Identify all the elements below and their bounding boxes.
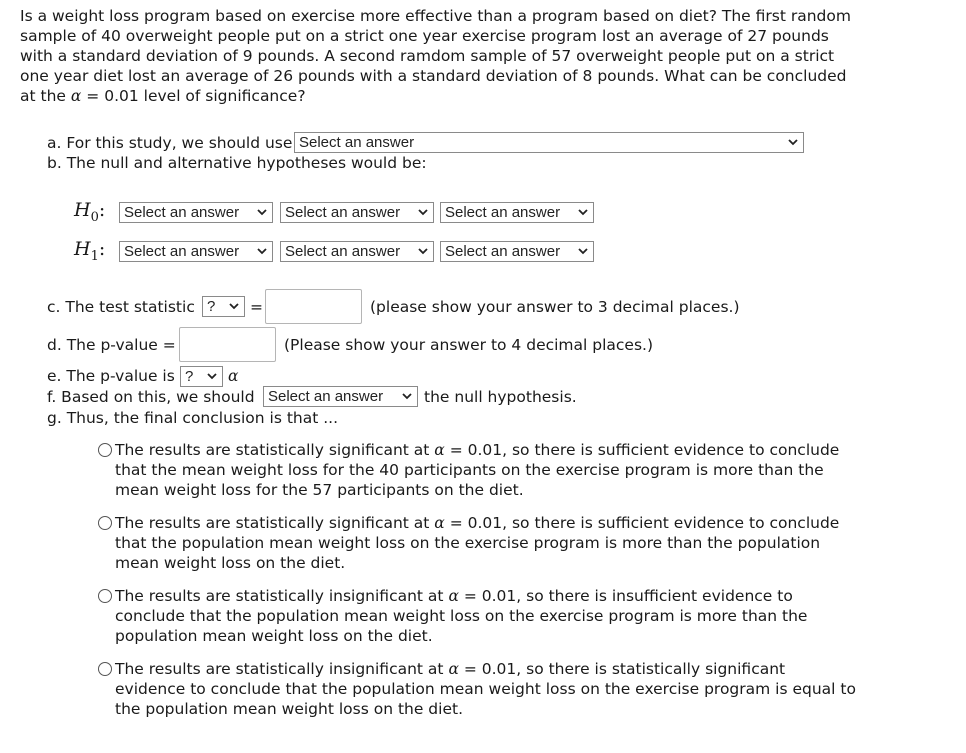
h0-value-select[interactable]	[440, 202, 594, 223]
h1-colon: :	[98, 238, 106, 260]
part-e-label: e. The p-value is	[47, 367, 175, 385]
part-f-label: f. Based on this, we should	[47, 388, 255, 406]
option-text: = 0.01, so there is sufficient evidence to conclude	[449, 514, 840, 532]
alpha-symbol: α	[228, 367, 239, 385]
h1-subscript: 1	[90, 248, 99, 264]
alpha-symbol: α	[448, 587, 459, 605]
select-value: Select an answer	[445, 243, 561, 260]
conclusion-option-1	[115, 440, 875, 500]
option-text: = 0.01, so there is insufficient evidence to	[463, 587, 793, 605]
select-value: Select an answer	[445, 204, 561, 221]
h1-value-select[interactable]	[440, 241, 594, 262]
part-f-suffix: the null hypothesis.	[424, 388, 577, 406]
select-value: Select an answer	[285, 243, 401, 260]
option-line: conclude that the population mean weight loss on the exercise program is more than the	[115, 607, 808, 625]
part-b-label: b. The null and alternative hypotheses would be:	[47, 154, 427, 172]
decision-select[interactable]	[263, 386, 418, 407]
test-statistic-input[interactable]	[265, 289, 362, 324]
option-line: mean weight loss for the 57 participants on the diet.	[115, 481, 524, 499]
option-text: The results are statistically insignificant at	[115, 587, 449, 605]
conclusion-option-3	[115, 586, 875, 646]
alpha-symbol: α	[448, 660, 459, 678]
h0-operator-select[interactable]	[280, 202, 434, 223]
equals-sign: =	[250, 298, 263, 316]
h0-parameter-select[interactable]	[119, 202, 273, 223]
conclusion-option-4	[115, 659, 875, 719]
test-statistic-type-select[interactable]	[202, 296, 245, 317]
option-text: The results are statistically insignificant at	[115, 660, 449, 678]
alpha-symbol: α	[70, 87, 82, 105]
conclusion-radio-2[interactable]	[98, 516, 112, 530]
part-g-label: g. Thus, the final conclusion is that ...	[47, 409, 339, 427]
option-text: The results are statistically significant at	[115, 441, 435, 459]
select-value: ?	[207, 298, 216, 315]
chevron-down-icon	[578, 207, 588, 217]
option-line: the population mean weight loss on the diet.	[115, 700, 463, 718]
option-line: evidence to conclude that the population mean weight loss on the exercise program is equal to	[115, 680, 856, 698]
select-value: Select an answer	[299, 134, 415, 151]
option-line: that the population mean weight loss on the exercise program is more than the population	[115, 534, 821, 552]
question-line: sample of 40 overweight people put on a strict one year exercise program lost an average of 27 pounds	[20, 27, 829, 45]
h1-symbol: H	[74, 238, 91, 260]
h1-label	[74, 239, 105, 267]
test-statistic-note: (please show your answer to 3 decimal places.)	[370, 298, 740, 316]
alpha-symbol: α	[434, 514, 445, 532]
conclusion-radio-1[interactable]	[98, 443, 112, 457]
question-line	[20, 86, 880, 106]
part-d-label: d. The p-value =	[47, 336, 176, 354]
question-line: Is a weight loss program based on exercise more effective than a program based on diet? The first random	[20, 7, 851, 25]
select-value: Select an answer	[285, 204, 401, 221]
option-text: = 0.01, so there is sufficient evidence to conclude	[449, 441, 840, 459]
study-type-select[interactable]	[294, 132, 804, 153]
select-value: ?	[185, 368, 194, 385]
option-line	[115, 659, 875, 679]
chevron-down-icon	[229, 301, 239, 311]
chevron-down-icon	[788, 137, 798, 147]
option-line: that the mean weight loss for the 40 participants on the exercise program is more than the	[115, 461, 824, 479]
p-value-comparison-select[interactable]	[180, 366, 223, 387]
option-text: The results are statistically significant at	[115, 514, 435, 532]
p-value-input[interactable]	[179, 327, 276, 362]
chevron-down-icon	[578, 246, 588, 256]
p-value-note: (Please show your answer to 4 decimal places.)	[284, 336, 654, 354]
chevron-down-icon	[402, 391, 412, 401]
option-line	[115, 586, 875, 606]
select-value: Select an answer	[268, 388, 384, 405]
question-line: with a standard deviation of 9 pounds. A second ramdom sample of 57 overweight people put on a strict	[20, 47, 835, 65]
chevron-down-icon	[418, 246, 428, 256]
chevron-down-icon	[207, 371, 217, 381]
option-line	[115, 513, 875, 533]
conclusion-option-2	[115, 513, 875, 573]
h1-operator-select[interactable]	[280, 241, 434, 262]
select-value: Select an answer	[124, 243, 240, 260]
question-line-prefix: at the	[20, 87, 66, 105]
option-text: = 0.01, so there is statistically significant	[463, 660, 786, 678]
option-line: population mean weight loss on the diet.	[115, 627, 433, 645]
h0-label	[74, 200, 105, 228]
conclusion-radio-4[interactable]	[98, 662, 112, 676]
h0-colon: :	[98, 199, 106, 221]
chevron-down-icon	[257, 207, 267, 217]
chevron-down-icon	[257, 246, 267, 256]
h0-symbol: H	[74, 199, 91, 221]
h1-parameter-select[interactable]	[119, 241, 273, 262]
alpha-symbol: α	[434, 441, 445, 459]
question-text	[20, 6, 880, 106]
chevron-down-icon	[418, 207, 428, 217]
question-line: one year diet lost an average of 26 pounds with a standard deviation of 8 pounds. What can be concluded	[20, 67, 847, 85]
question-line-suffix: = 0.01 level of significance?	[86, 87, 306, 105]
option-line: mean weight loss on the diet.	[115, 554, 346, 572]
part-a-label: a. For this study, we should use	[47, 134, 293, 152]
conclusion-radio-3[interactable]	[98, 589, 112, 603]
option-line	[115, 440, 875, 460]
select-value: Select an answer	[124, 204, 240, 221]
part-c-label: c. The test statistic	[47, 298, 195, 316]
h0-subscript: 0	[90, 209, 99, 225]
